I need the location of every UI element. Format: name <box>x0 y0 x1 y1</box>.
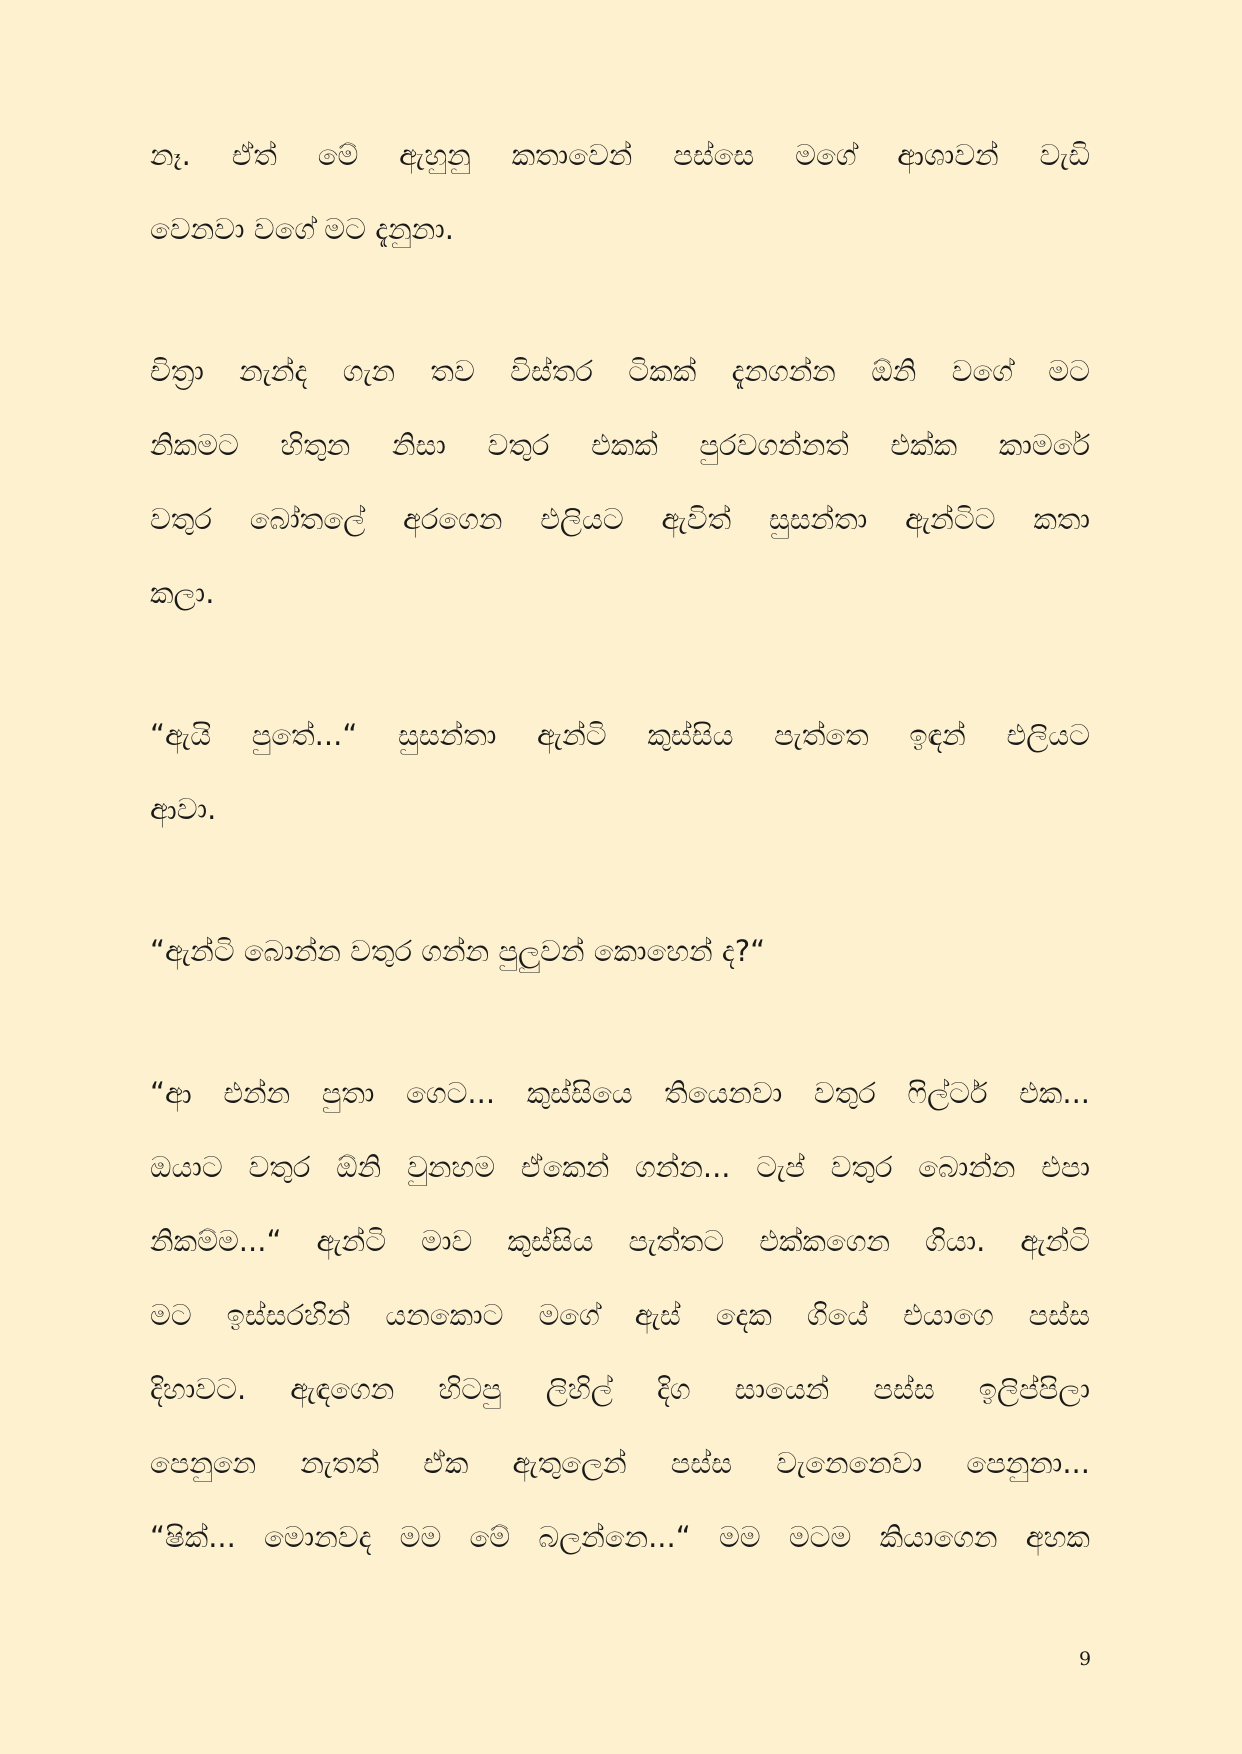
text-line: නිකමට හිතුන නිසා වතුර එකක් පුරවගන්නත් එක්ක කාමරේ <box>150 428 1090 462</box>
text-line: “ඇයි පුතේ...“ සුසන්තා ඇන්ටි කුස්සිය පැත්තෙ ඉඳන් එලියට <box>150 718 1090 752</box>
text-line: “ඇන්ටි බොන්න වතුර ගන්න පුලුවන් කොහෙන් ද?“ <box>150 934 766 968</box>
paragraph-1 <box>150 118 1090 266</box>
text-line: වතුර බෝතලේ අරගෙන එලියට ඇවිත් සුසන්තා ඇන්ටිට කතා <box>150 502 1090 536</box>
text-line: “ආ එන්න පුතා ගෙට... කුස්සියෙ තියෙනවා වතුර ෆිල්ටර් එක... <box>150 1076 1090 1110</box>
text-line: කලා. <box>150 576 215 610</box>
text-line: ආවා. <box>150 792 217 826</box>
paragraph-2 <box>150 334 1090 630</box>
text-line: මට ඉස්සරහින් යනකොට මගේ ඇස් දෙක ගියේ එයාගෙ පස්ස <box>150 1298 1090 1332</box>
paragraph-5 <box>150 1056 1090 1574</box>
text-line: චිත්‍රා නැන්ද ගැන තව විස්තර ටිකක් දැනගන්න ඕනි වගේ මට <box>150 354 1090 388</box>
paragraph-4 <box>150 914 1090 988</box>
text-line: නෑ. ඒත් මේ ඇහුනු කතාවෙන් පස්සෙ මගේ ආශාවන් වැඩි <box>150 138 1090 172</box>
text-line: පෙනුනෙ නැතත් ඒක ඇතුලෙන් පස්ස වැනෙනෙවා පෙනුනා... <box>150 1446 1090 1480</box>
document-page <box>150 118 1090 1642</box>
text-line: දිහාවට. ඇඳගෙන හිටපු ලිහිල් දිග සායෙන් පස්ස ඉලිප්පිලා <box>150 1372 1090 1406</box>
paragraph-3 <box>150 698 1090 846</box>
text-line: ඔයාට වතුර ඕනි වුනහම ඒකෙන් ගන්න... ටැප් වතුර බොන්න එපා <box>150 1150 1090 1184</box>
page-number: 9 <box>1078 1648 1092 1670</box>
text-line: වෙනවා වගේ මට දැනුනා. <box>150 212 454 246</box>
text-line: “ෂික්... මොනවද මම මේ බලන්නෙ...“ මම මටම කියාගෙන අහක <box>150 1520 1090 1554</box>
text-line: නිකම්ම...“ ඇන්ටි මාව කුස්සිය පැත්තට එක්කගෙන ගියා. ඇන්ටි <box>150 1224 1090 1258</box>
